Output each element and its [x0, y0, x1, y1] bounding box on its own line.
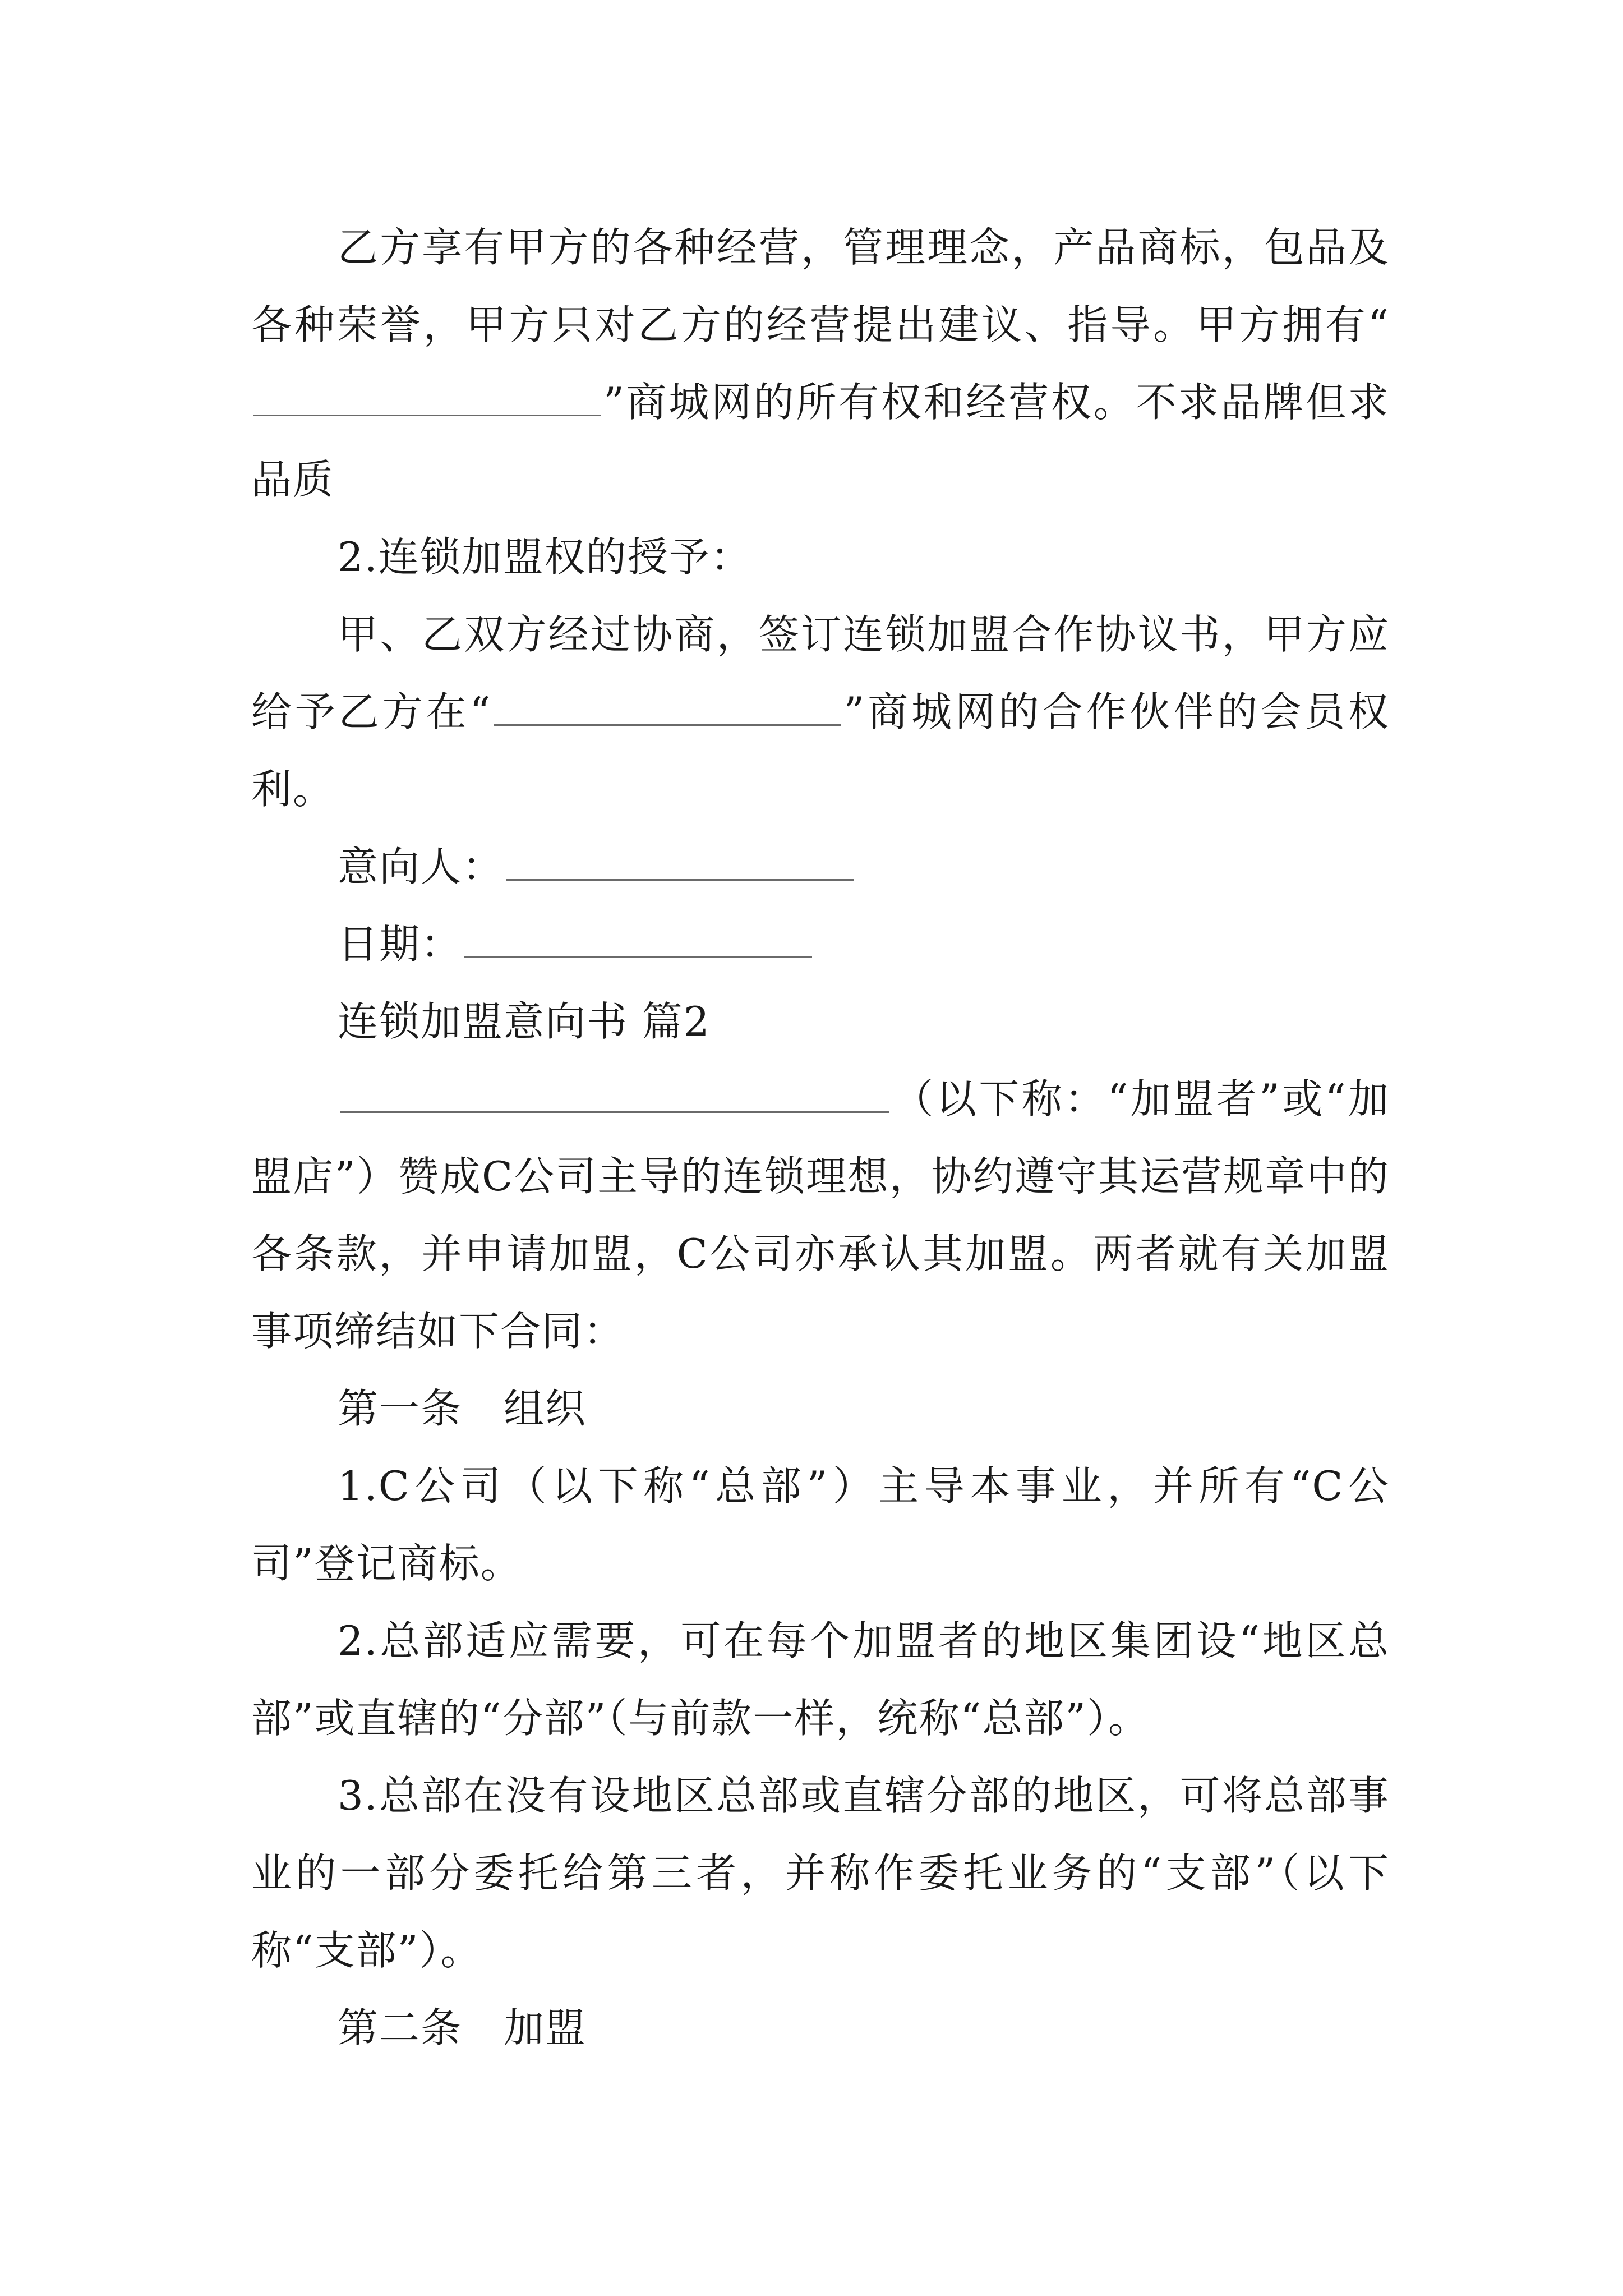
article-2-heading: 第二条 加盟 — [338, 2004, 587, 2051]
mall-name-blank-2[interactable] — [494, 678, 841, 726]
date-label: 日期： — [338, 921, 463, 968]
paragraph-rights-text-2: ”商城网的所有权和经营权。不求品牌但求品质 — [251, 379, 1390, 503]
section-heading-franchise-grant: 2.连锁加盟权的授予： — [338, 533, 752, 581]
date-line — [251, 905, 1390, 983]
signatory-label: 意向人： — [338, 843, 504, 890]
chapter-title: 连锁加盟意向书 篇2 — [338, 998, 711, 1045]
date-blank[interactable] — [464, 910, 812, 958]
article-1-clause-3: 3.总部在没有设地区总部或直辖分部的地区，可将总部事业的一部分委托给第三者，并称作委托业务的“支部”（以下称“支部”）。 — [251, 1772, 1390, 1974]
signatory-blank[interactable] — [506, 833, 854, 881]
paragraph-rights — [251, 209, 1390, 518]
signatory-line — [251, 828, 1390, 905]
article-1-clause-2: 2.总部适应需要，可在每个加盟者的地区集团设“地区总部”或直辖的“分部”（与前款一样，统称“总部”）。 — [251, 1617, 1390, 1742]
paragraph-agreement — [251, 596, 1390, 828]
paragraph-franchisee-intro-text: （以下称：“加盟者”或“加盟店”）赞成C公司主导的连锁理想，协约遵守其运营规章中的各条款，并申请加盟，C公司亦承认其加盟。两者就有关加盟事项缔结如下合同： — [251, 1075, 1390, 1355]
document-body — [251, 209, 1390, 2067]
franchisee-name-blank[interactable] — [340, 1065, 889, 1113]
paragraph-agreement-text-1: 甲、乙双方经过协商，签订连锁加盟合作协议书，甲方应给予乙方在“ — [251, 611, 1390, 735]
paragraph-rights-text-1: 乙方享有甲方的各种经营，管理理念，产品商标，包品及各种荣誉，甲方只对乙方的经营提出建议、指导。甲方拥有“ — [251, 224, 1390, 348]
article-1-heading: 第一条 组织 — [338, 1385, 587, 1432]
paragraph-agreement-text-2: ”商城网的合作伙伴的会员权利。 — [251, 688, 1390, 813]
paragraph-franchisee-intro — [251, 1060, 1390, 1370]
mall-name-blank-1[interactable] — [253, 369, 601, 416]
article-1-clause-1: 1.C公司（以下称“总部”）主导本事业，并所有“C公司”登记商标。 — [251, 1462, 1390, 1587]
